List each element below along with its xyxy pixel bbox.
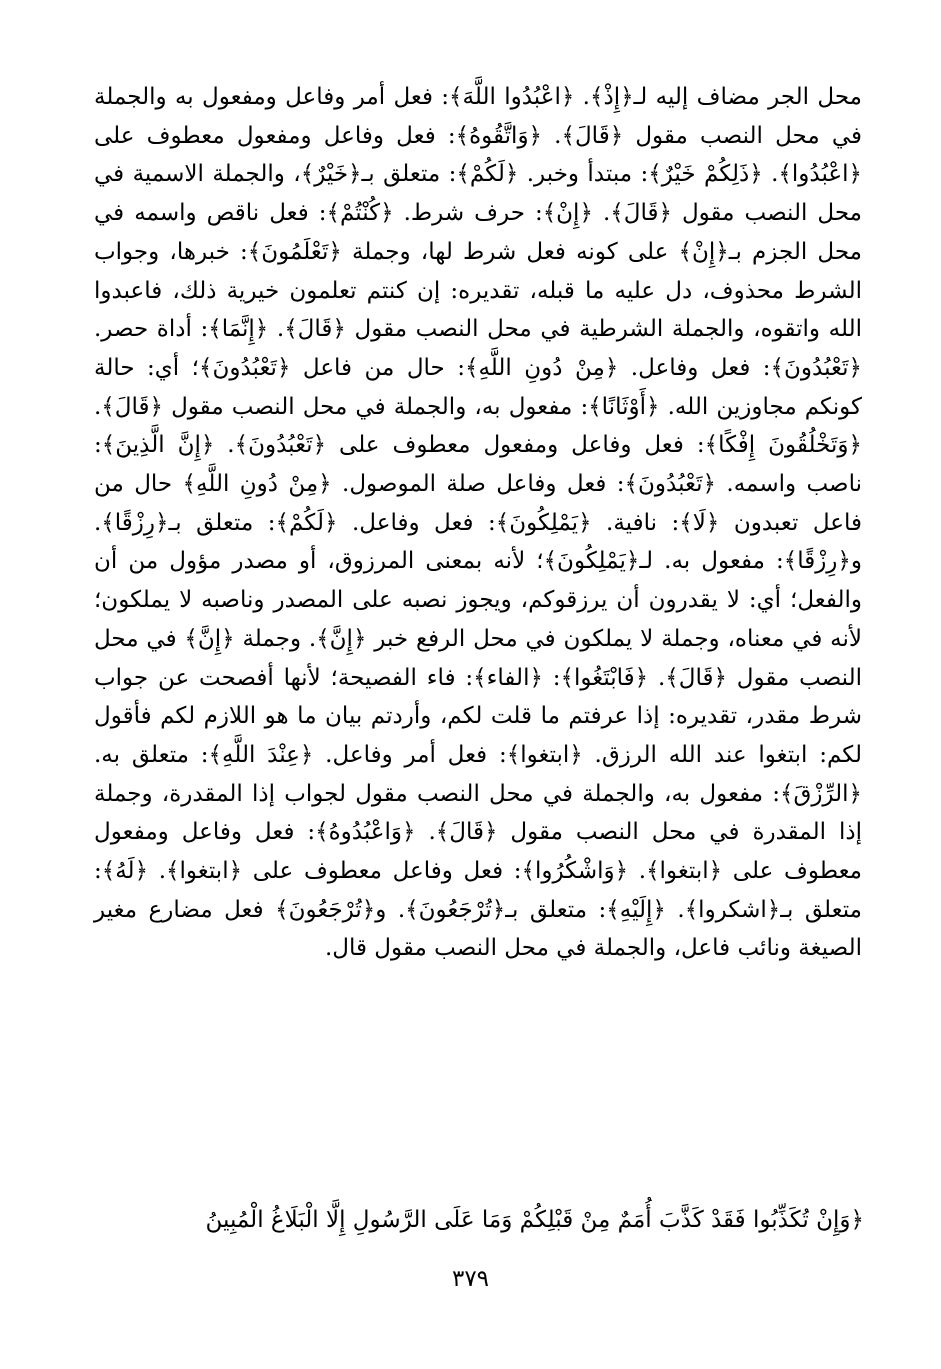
commentary-text bbox=[94, 78, 862, 968]
page-number: ٣٧٩ bbox=[451, 1266, 490, 1292]
commentary-paragraph: محل الجر مضاف إليه لـ﴿إِذْ﴾. ﴿اعْبُدُوا اللَّهَ﴾: فعل أمر وفاعل ومفعول به والجملة في محل النصب مقول ﴿قَالَ﴾. ﴿وَاتَّقُوهُ﴾: فعل وفاعل ومفعول معطوف على ﴿اعْبُدُوا﴾. ﴿ذَلِكُمْ خَيْرٌ﴾: مبتدأ وخبر. ﴿لَكُمْ﴾: متعلق بـ﴿خَيْرٌ﴾، والجملة الاسمية في محل النصب مقول ﴿قَالَ﴾. ﴿إِنْ﴾: حرف شرط. ﴿كُنْتُمْ﴾: فعل ناقص واسمه في محل الجزم بـ﴿إِنْ﴾ على كونه فعل شرط لها، وجملة ﴿تَعْلَمُونَ﴾: خبرها، وجواب الشرط محذوف، دل عليه ما قبله، تقديره: إن كنتم تعلمون خيرية ذلك، فاعبدوا الله واتقوه، والجملة الشرطية في محل النصب مقول ﴿قَالَ﴾. ﴿إِنَّمَا﴾: أداة حصر. ﴿تَعْبُدُونَ﴾: فعل وفاعل. ﴿مِنْ دُونِ اللَّهِ﴾: حال من فاعل ﴿تَعْبُدُونَ﴾؛ أي: حالة كونكم مجاوزين الله. ﴿أَوْثَانًا﴾: مفعول به، والجملة في محل النصب مقول ﴿قَالَ﴾. ﴿وَتَخْلُقُونَ إِفْكًا﴾: فعل وفاعل ومفعول معطوف على ﴿تَعْبُدُونَ﴾. ﴿إِنَّ الَّذِينَ﴾: ناصب واسمه. ﴿تَعْبُدُونَ﴾: فعل وفاعل صلة الموصول. ﴿مِنْ دُونِ اللَّهِ﴾ حال من فاعل تعبدون ﴿لَا﴾: نافية. ﴿يَمْلِكُونَ﴾: فعل وفاعل. ﴿لَكُمْ﴾: متعلق بـ﴿رِزْقًا﴾. و﴿رِزْقًا﴾: مفعول به. لـ﴿يَمْلِكُونَ﴾؛ لأنه بمعنى المرزوق، أو مصدر مؤول من أن والفعل؛ أي: لا يقدرون أن يرزقوكم، ويجوز نصبه على المصدر وناصبه لا يملكون؛ لأنه في معناه، وجملة لا يملكون في محل الرفع خبر ﴿إِنَّ﴾. وجملة ﴿إِنَّ﴾ في محل النصب مقول ﴿قَالَ﴾. ﴿فَابْتَغُوا﴾: ﴿الفاء﴾: فاء الفصيحة؛ لأنها أفصحت عن جواب شرط مقدر، تقديره: إذا عرفتم ما قلت لكم، وأردتم بيان ما هو اللازم لكم فأقول لكم: ابتغوا عند الله الرزق. ﴿ابتغوا﴾: فعل أمر وفاعل. ﴿عِنْدَ اللَّهِ﴾: متعلق به. ﴿الرِّزْقَ﴾: مفعول به، والجملة في محل النصب مقول لجواب إذا المقدرة، وجملة إذا المقدرة في محل النصب مقول ﴿قَالَ﴾. ﴿وَاعْبُدُوهُ﴾: فعل وفاعل ومفعول معطوف على ﴿ابتغوا﴾. ﴿وَاشْكُرُوا﴾: فعل وفاعل معطوف على ﴿ابتغوا﴾. ﴿لَهُ﴾: متعلق بـ﴿اشكروا﴾. ﴿إِلَيْهِ﴾: متعلق بـ﴿تُرْجَعُونَ﴾. و﴿تُرْجَعُونَ﴾ فعل مضارع مغير الصيغة ونائب فاعل، والجملة في محل النصب مقول قال. bbox=[94, 84, 862, 962]
quran-verse: ﴿وَإِنْ تُكَذِّبُوا فَقَدْ كَذَّبَ أُمَمٌ مِنْ قَبْلِكُمْ وَمَا عَلَى الرَّسُولِ إِلَّا الْبَلَاغُ الْمُبِينُ bbox=[205, 1207, 864, 1233]
